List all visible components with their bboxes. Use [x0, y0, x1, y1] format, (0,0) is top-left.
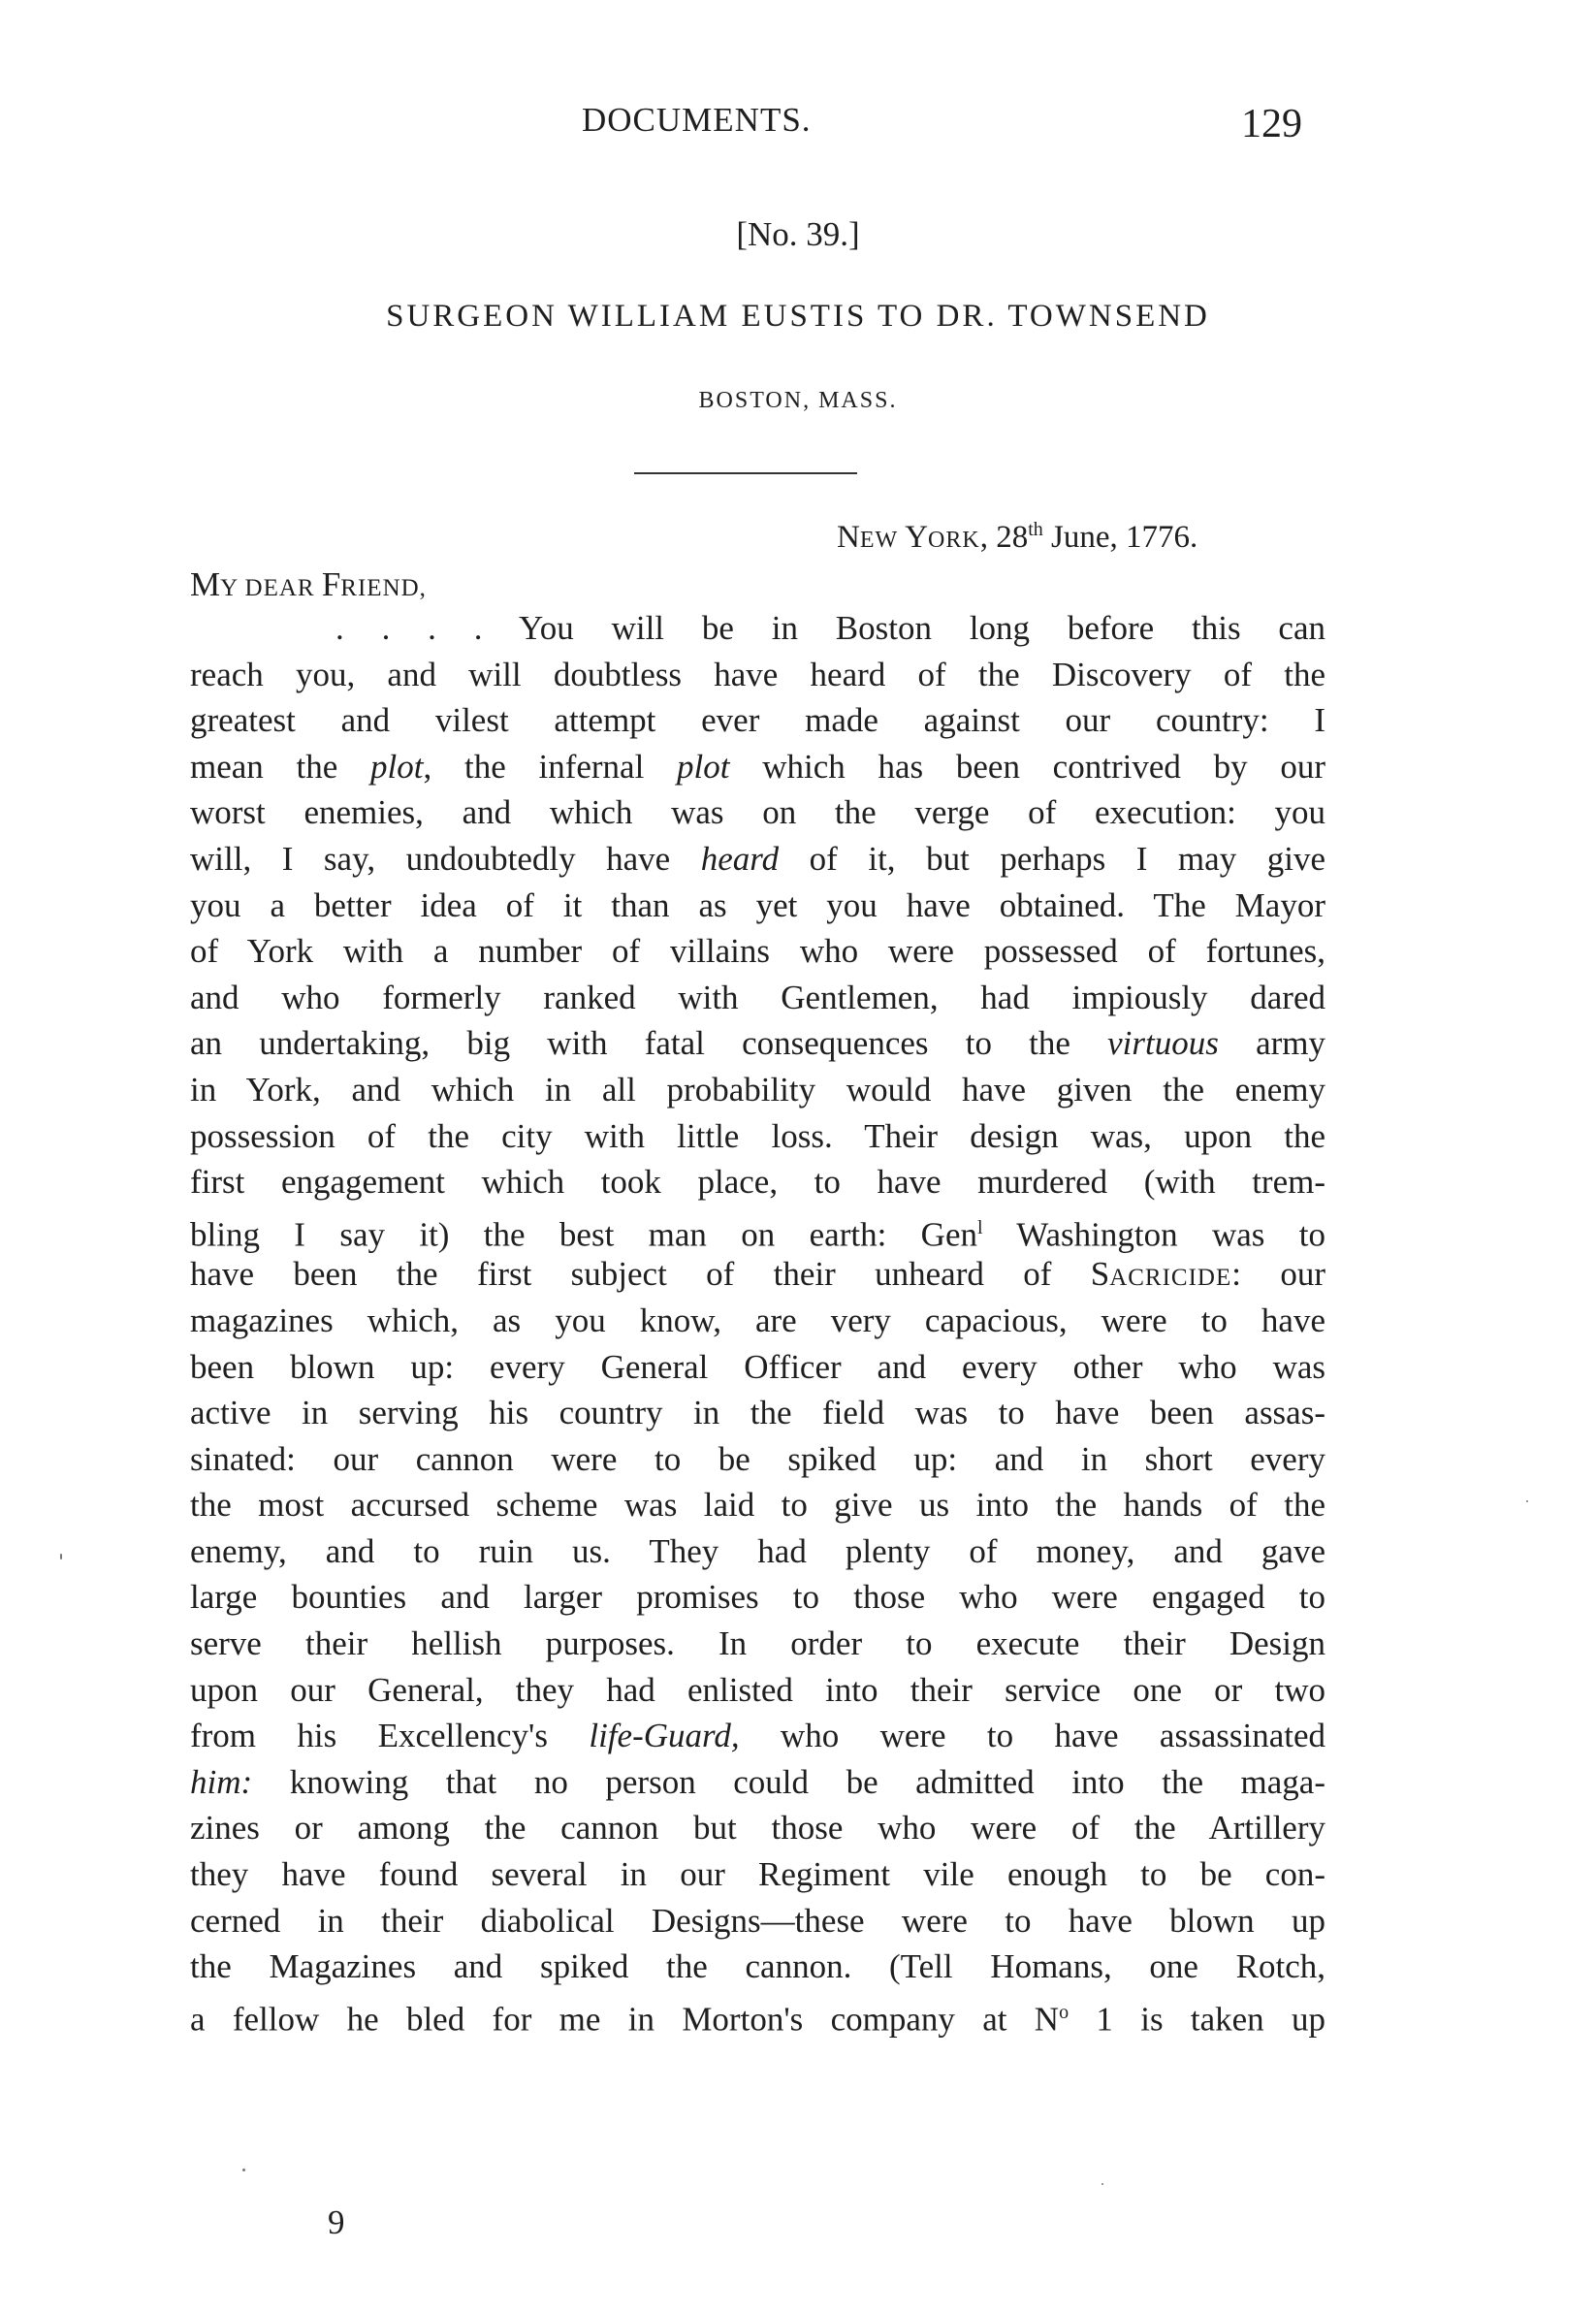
italic-segment: plot	[677, 747, 730, 786]
italic-segment: life-Guard,	[589, 1717, 740, 1755]
running-title: DOCUMENTS.	[582, 101, 812, 139]
paper-speck	[1101, 2183, 1103, 2185]
body-segment: Washington was to	[982, 1215, 1326, 1254]
body-segment: which has been contrived by our	[729, 747, 1325, 786]
dateline-y: Y	[905, 520, 929, 555]
body-segment: of it, but perhaps I may give	[779, 839, 1325, 878]
body-line: in York, and which in all probability would have given the enemy	[190, 1070, 1325, 1109]
document-title: SURGEON WILLIAM EUSTIS TO DR. TOWNSEND	[386, 299, 1210, 334]
body-segment: knowing that no person could be admitted into the maga-	[252, 1762, 1325, 1801]
salutation-m: M	[190, 565, 221, 603]
body-line: magazines which, as you know, are very capacious, were to have	[190, 1301, 1325, 1339]
body-segment: from his Excellency's	[190, 1717, 590, 1755]
body-line: upon our General, they had enlisted into their service one or two	[190, 1670, 1325, 1709]
body-segment: have been the first subject of their unheard of S	[190, 1255, 1110, 1294]
body-segment: bling I say it) the best man on earth: Gen	[190, 1215, 977, 1254]
body-line: been blown up: every General Officer and every other who was	[190, 1347, 1325, 1386]
body-line	[190, 744, 1325, 790]
body-line	[190, 1020, 1325, 1067]
salutation-riend: RIEND,	[340, 575, 427, 601]
running-head	[0, 101, 1596, 149]
superscript: l	[977, 1216, 983, 1238]
body-line	[190, 1251, 1325, 1298]
body-line: . . . . You will be in Boston long before this can	[335, 609, 1325, 647]
body-line	[190, 1759, 1325, 1806]
paper-speck	[242, 2169, 245, 2171]
dateline-suffix: th	[1028, 519, 1043, 540]
body-line: sinated: our cannon were to be spiked up: and in short every	[190, 1439, 1325, 1478]
document-place: BOSTON, MASS.	[698, 388, 898, 413]
italic-segment: plot	[370, 747, 424, 786]
body-line	[190, 836, 1325, 883]
body-segment: an undertaking, big with fatal consequences to the	[190, 1024, 1108, 1063]
body-segment: will, I say, undoubtedly have	[190, 839, 701, 878]
body-line: zines or among the cannon but those who were of the Artillery	[190, 1809, 1325, 1848]
body-line	[190, 1713, 1325, 1759]
body-line: active in serving his country in the field was to have been assas-	[190, 1394, 1325, 1432]
dateline-ork: ORK	[928, 528, 980, 553]
paper-speck	[1526, 1500, 1528, 1502]
signature-mark: 9	[328, 2203, 345, 2241]
superscript: o	[1059, 2001, 1069, 2023]
dateline-rest: June, 1776.	[1042, 520, 1198, 555]
italic-segment: heard	[700, 839, 780, 878]
body-line: first engagement which took place, to have murdered (with trem-	[190, 1163, 1325, 1202]
body-line: they have found several in our Regiment vile enough to be con-	[190, 1855, 1325, 1894]
salutation	[190, 565, 427, 604]
salutation-f: F	[321, 565, 341, 603]
body-line	[190, 1990, 1325, 2037]
body-segment: army	[1218, 1024, 1325, 1063]
body-line	[190, 1205, 1325, 1252]
body-segment: , the infernal	[423, 747, 678, 786]
body-segment: who were to have assassinated	[739, 1717, 1326, 1755]
page-number: 129	[1241, 102, 1302, 146]
body-line: worst enemies, and which was on the verge of execution: you	[190, 793, 1325, 832]
dateline-day: , 28	[979, 520, 1029, 555]
body-line: cerned in their diabolical Designs—these were to have blown up	[190, 1901, 1325, 1940]
section-rule	[634, 472, 857, 474]
letter-body	[190, 605, 1326, 2039]
body-line: the most accursed scheme was laid to give us into the hands of the	[190, 1486, 1325, 1525]
body-line: large bounties and larger promises to those who were engaged to	[190, 1578, 1325, 1617]
small-caps-segment: ACRICIDE	[1109, 1265, 1232, 1292]
body-line: you a better idea of it than as yet you have obtained. The Mayor	[190, 885, 1325, 924]
body-segment: a fellow he bled for me in Morton's company at N	[190, 2000, 1060, 2039]
body-line: and who formerly ranked with Gentlemen, had impiously dared	[190, 978, 1325, 1016]
body-line: enemy, and to ruin us. They had plenty of money, and gave	[190, 1531, 1325, 1570]
salutation-dear: DEAR	[238, 575, 322, 601]
italic-segment: virtuous	[1107, 1024, 1219, 1063]
body-line: possession of the city with little loss. Their design was, upon the	[190, 1116, 1325, 1155]
body-line: the Magazines and spiked the cannon. (Tell Homans, one Rotch,	[190, 1947, 1325, 1986]
body-line: of York with a number of villains who were possessed of fortunes,	[190, 932, 1325, 971]
dateline-n: N	[837, 520, 860, 555]
body-segment: mean the	[190, 747, 371, 786]
paper-speck	[60, 1554, 62, 1559]
body-line: reach you, and will doubtless have heard of the Discovery of the	[190, 655, 1325, 693]
body-line: serve their hellish purposes. In order to execute their Design	[190, 1624, 1325, 1663]
body-segment: : our	[1231, 1255, 1325, 1294]
dateline	[837, 519, 1197, 556]
salutation-y: Y	[220, 575, 239, 601]
italic-segment: him:	[190, 1762, 253, 1801]
body-line: greatest and vilest attempt ever made against our country: I	[190, 701, 1325, 740]
body-segment: 1 is taken up	[1069, 2000, 1326, 2039]
dateline-ew: EW	[859, 528, 899, 553]
document-number: [No. 39.]	[736, 215, 860, 253]
